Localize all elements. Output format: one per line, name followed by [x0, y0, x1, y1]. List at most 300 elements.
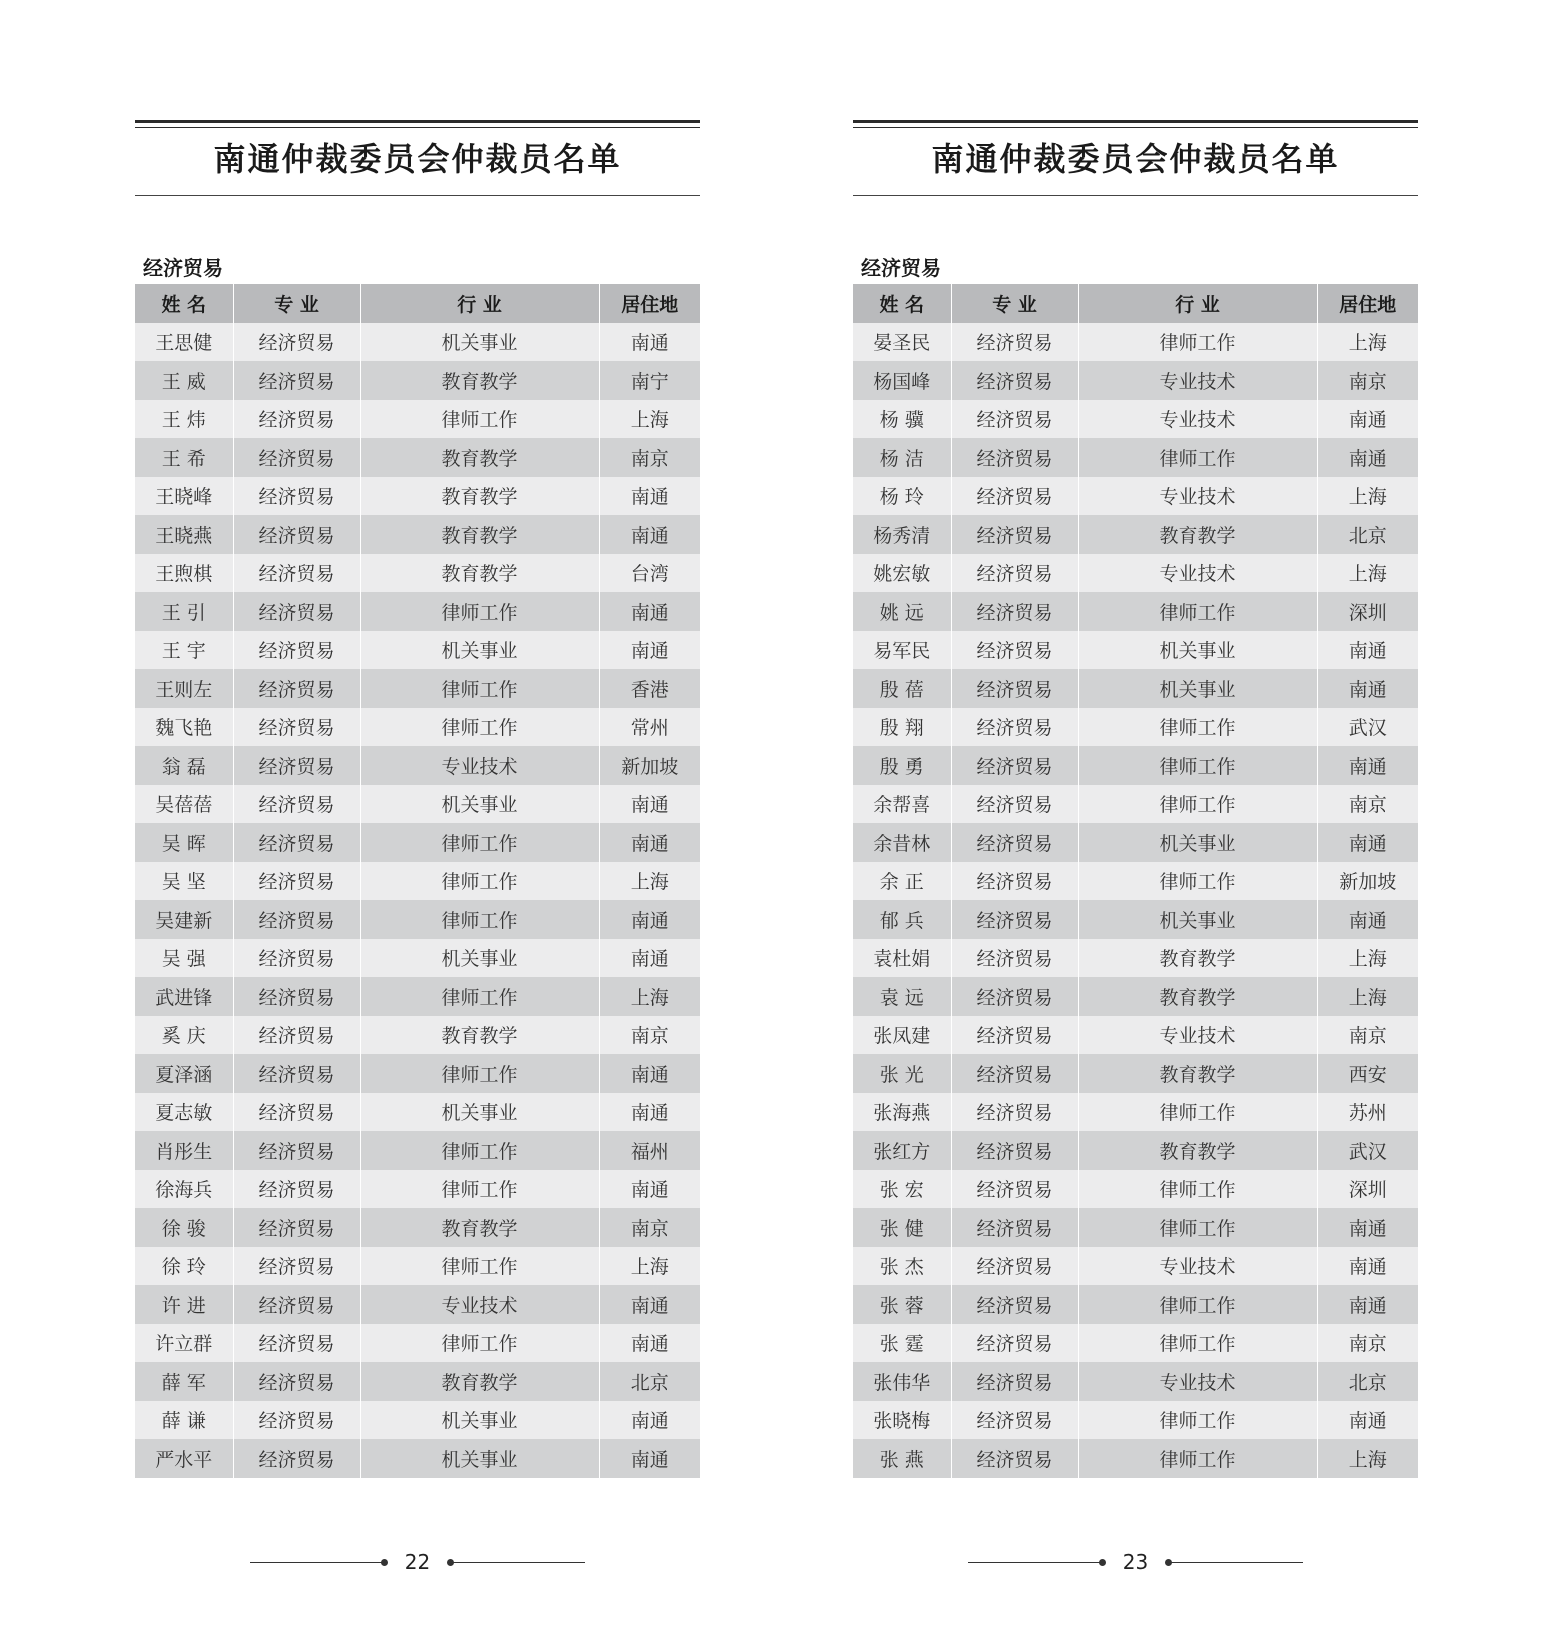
header-specialty: 专 业 — [951, 284, 1078, 323]
cell-residence: 上海 — [599, 862, 700, 901]
cell-industry: 律师工作 — [1078, 1093, 1317, 1132]
cell-industry: 专业技术 — [360, 746, 599, 785]
cell-residence: 上海 — [599, 400, 700, 439]
cell-industry: 机关事业 — [1078, 823, 1317, 862]
table-header-row — [135, 284, 700, 323]
cell-name: 王 炜 — [135, 400, 233, 439]
table-row — [135, 1401, 700, 1440]
cell-residence: 武汉 — [1317, 1131, 1418, 1170]
footer-dot-left — [381, 1559, 388, 1566]
footer-dot-left — [1099, 1559, 1106, 1566]
cell-specialty: 经济贸易 — [233, 1131, 360, 1170]
cell-industry: 机关事业 — [360, 1093, 599, 1132]
arbitrator-table — [853, 284, 1418, 1478]
cell-industry: 律师工作 — [360, 669, 599, 708]
cell-specialty: 经济贸易 — [233, 977, 360, 1016]
table-row — [135, 708, 700, 747]
cell-industry: 律师工作 — [1078, 438, 1317, 477]
cell-specialty: 经济贸易 — [233, 1170, 360, 1209]
table-row — [135, 785, 700, 824]
cell-name: 夏志敏 — [135, 1093, 233, 1132]
table-row — [135, 669, 700, 708]
cell-specialty: 经济贸易 — [951, 1016, 1078, 1055]
cell-residence: 南通 — [1317, 900, 1418, 939]
page-title: 南通仲裁委员会仲裁员名单 — [931, 140, 1340, 178]
cell-industry: 专业技术 — [1078, 477, 1317, 516]
cell-industry: 律师工作 — [360, 1247, 599, 1286]
cell-industry: 律师工作 — [1078, 1439, 1317, 1478]
cell-residence: 南通 — [599, 1324, 700, 1363]
cell-industry: 律师工作 — [360, 708, 599, 747]
cell-name: 张伟华 — [853, 1362, 951, 1401]
cell-residence: 南通 — [1317, 1285, 1418, 1324]
cell-residence: 南通 — [599, 631, 700, 670]
cell-specialty: 经济贸易 — [951, 1247, 1078, 1286]
table-row — [135, 515, 700, 554]
cell-residence: 南通 — [599, 1439, 700, 1478]
cell-residence: 上海 — [1317, 1439, 1418, 1478]
cell-specialty: 经济贸易 — [233, 361, 360, 400]
cell-specialty: 经济贸易 — [951, 785, 1078, 824]
cell-industry: 律师工作 — [360, 1131, 599, 1170]
cell-name: 杨国峰 — [853, 361, 951, 400]
table-row — [853, 900, 1418, 939]
cell-specialty: 经济贸易 — [951, 862, 1078, 901]
cell-residence: 南京 — [599, 438, 700, 477]
cell-specialty: 经济贸易 — [233, 1439, 360, 1478]
table-row — [135, 1131, 700, 1170]
cell-industry: 律师工作 — [1078, 746, 1317, 785]
cell-name: 武进锋 — [135, 977, 233, 1016]
cell-industry: 教育教学 — [1078, 977, 1317, 1016]
cell-residence: 香港 — [599, 669, 700, 708]
cell-name: 王思健 — [135, 323, 233, 362]
cell-specialty: 经济贸易 — [951, 1131, 1078, 1170]
cell-residence: 南通 — [599, 1093, 700, 1132]
cell-name: 张 健 — [853, 1208, 951, 1247]
cell-name: 张 蓉 — [853, 1285, 951, 1324]
table-row — [135, 477, 700, 516]
cell-industry: 教育教学 — [1078, 1054, 1317, 1093]
table-row — [135, 862, 700, 901]
section-heading: 经济贸易 — [861, 256, 941, 280]
cell-residence: 南通 — [599, 823, 700, 862]
cell-name: 张 光 — [853, 1054, 951, 1093]
cell-name: 吴蓓蓓 — [135, 785, 233, 824]
cell-residence: 南通 — [599, 1054, 700, 1093]
cell-industry: 律师工作 — [360, 900, 599, 939]
cell-specialty: 经济贸易 — [951, 900, 1078, 939]
cell-specialty: 经济贸易 — [233, 746, 360, 785]
header-rule-thick — [135, 120, 700, 123]
cell-specialty: 经济贸易 — [951, 746, 1078, 785]
footer-line-right — [1171, 1562, 1303, 1563]
cell-residence: 上海 — [1317, 939, 1418, 978]
cell-residence: 南通 — [1317, 400, 1418, 439]
cell-industry: 律师工作 — [1078, 1170, 1317, 1209]
table-row — [853, 477, 1418, 516]
cell-name: 吴 坚 — [135, 862, 233, 901]
cell-name: 王 希 — [135, 438, 233, 477]
cell-residence: 上海 — [599, 977, 700, 1016]
cell-residence: 南京 — [599, 1016, 700, 1055]
table-row — [135, 400, 700, 439]
cell-specialty: 经济贸易 — [233, 631, 360, 670]
cell-name: 吴 晖 — [135, 823, 233, 862]
cell-specialty: 经济贸易 — [233, 1362, 360, 1401]
cell-residence: 南通 — [1317, 746, 1418, 785]
cell-industry: 律师工作 — [360, 1170, 599, 1209]
right-page — [853, 0, 1418, 1633]
cell-industry: 律师工作 — [1078, 785, 1317, 824]
table-row — [853, 862, 1418, 901]
cell-industry: 律师工作 — [1078, 1285, 1317, 1324]
cell-specialty: 经济贸易 — [951, 977, 1078, 1016]
title-underline — [135, 195, 700, 196]
header-industry: 行 业 — [360, 284, 599, 323]
cell-specialty: 经济贸易 — [951, 1170, 1078, 1209]
cell-specialty: 经济贸易 — [951, 1285, 1078, 1324]
cell-residence: 福州 — [599, 1131, 700, 1170]
header-rule-thick — [853, 120, 1418, 123]
cell-residence: 南京 — [1317, 785, 1418, 824]
cell-name: 吴 强 — [135, 939, 233, 978]
table-row — [135, 939, 700, 978]
cell-specialty: 经济贸易 — [951, 1054, 1078, 1093]
cell-residence: 北京 — [599, 1362, 700, 1401]
cell-industry: 律师工作 — [360, 400, 599, 439]
table-row — [853, 1016, 1418, 1055]
cell-residence: 南通 — [1317, 1401, 1418, 1440]
page-number: 22 — [404, 1550, 431, 1574]
header-rule-thin — [853, 127, 1418, 128]
cell-specialty: 经济贸易 — [951, 1401, 1078, 1440]
page-number-footer — [853, 1548, 1418, 1576]
table-row — [853, 631, 1418, 670]
cell-residence: 南通 — [1317, 438, 1418, 477]
cell-industry: 机关事业 — [360, 631, 599, 670]
cell-name: 殷 蓓 — [853, 669, 951, 708]
cell-specialty: 经济贸易 — [951, 438, 1078, 477]
cell-specialty: 经济贸易 — [233, 400, 360, 439]
cell-specialty: 经济贸易 — [233, 1054, 360, 1093]
cell-residence: 南京 — [1317, 1324, 1418, 1363]
table-row — [853, 1324, 1418, 1363]
table-row — [853, 438, 1418, 477]
cell-name: 徐 玲 — [135, 1247, 233, 1286]
cell-specialty: 经济贸易 — [233, 1324, 360, 1363]
cell-name: 许 进 — [135, 1285, 233, 1324]
cell-name: 杨 玲 — [853, 477, 951, 516]
cell-residence: 南京 — [599, 1208, 700, 1247]
arbitrator-table — [135, 284, 700, 1478]
cell-residence: 南通 — [1317, 823, 1418, 862]
cell-industry: 律师工作 — [360, 977, 599, 1016]
page-number-footer — [135, 1548, 700, 1576]
cell-name: 王 威 — [135, 361, 233, 400]
cell-specialty: 经济贸易 — [233, 669, 360, 708]
cell-residence: 苏州 — [1317, 1093, 1418, 1132]
cell-specialty: 经济贸易 — [951, 1439, 1078, 1478]
cell-industry: 教育教学 — [360, 1208, 599, 1247]
table-row — [853, 1285, 1418, 1324]
table-row — [853, 823, 1418, 862]
footer-line-right — [453, 1562, 585, 1563]
table-row — [135, 1324, 700, 1363]
cell-specialty: 经济贸易 — [233, 1093, 360, 1132]
cell-industry: 机关事业 — [360, 785, 599, 824]
table-row — [135, 1170, 700, 1209]
cell-industry: 教育教学 — [1078, 515, 1317, 554]
cell-specialty: 经济贸易 — [233, 862, 360, 901]
table-row — [135, 1439, 700, 1478]
cell-industry: 教育教学 — [360, 361, 599, 400]
cell-specialty: 经济贸易 — [951, 1208, 1078, 1247]
cell-industry: 专业技术 — [1078, 361, 1317, 400]
cell-specialty: 经济贸易 — [951, 1324, 1078, 1363]
cell-name: 翁 磊 — [135, 746, 233, 785]
cell-name: 余帮喜 — [853, 785, 951, 824]
table-row — [853, 939, 1418, 978]
table-row — [853, 1170, 1418, 1209]
cell-name: 王则左 — [135, 669, 233, 708]
cell-residence: 南通 — [1317, 1247, 1418, 1286]
cell-specialty: 经济贸易 — [233, 1401, 360, 1440]
table-row — [853, 1247, 1418, 1286]
cell-specialty: 经济贸易 — [951, 554, 1078, 593]
cell-industry: 律师工作 — [360, 862, 599, 901]
table-row — [135, 631, 700, 670]
cell-name: 薛 军 — [135, 1362, 233, 1401]
footer-line-left — [250, 1562, 382, 1563]
table-row — [135, 592, 700, 631]
cell-residence: 南京 — [1317, 1016, 1418, 1055]
title-underline — [853, 195, 1418, 196]
cell-specialty: 经济贸易 — [951, 631, 1078, 670]
cell-name: 奚 庆 — [135, 1016, 233, 1055]
cell-specialty: 经济贸易 — [951, 1093, 1078, 1132]
cell-name: 徐 骏 — [135, 1208, 233, 1247]
cell-residence: 北京 — [1317, 515, 1418, 554]
header-name: 姓 名 — [135, 284, 233, 323]
cell-industry: 机关事业 — [360, 1401, 599, 1440]
table-row — [135, 746, 700, 785]
cell-industry: 律师工作 — [360, 1324, 599, 1363]
cell-residence: 上海 — [1317, 554, 1418, 593]
cell-specialty: 经济贸易 — [233, 515, 360, 554]
cell-specialty: 经济贸易 — [233, 1016, 360, 1055]
cell-residence: 北京 — [1317, 1362, 1418, 1401]
cell-residence: 南通 — [599, 323, 700, 362]
header-rule-thin — [135, 127, 700, 128]
table-row — [853, 515, 1418, 554]
cell-name: 张 霆 — [853, 1324, 951, 1363]
cell-name: 吴建新 — [135, 900, 233, 939]
table-row — [135, 977, 700, 1016]
page-number: 23 — [1122, 1550, 1149, 1574]
cell-specialty: 经济贸易 — [951, 361, 1078, 400]
table-row — [135, 1362, 700, 1401]
cell-name: 余昔林 — [853, 823, 951, 862]
table-row — [853, 1208, 1418, 1247]
table-row — [853, 746, 1418, 785]
cell-name: 严水平 — [135, 1439, 233, 1478]
table-row — [853, 400, 1418, 439]
table-row — [853, 323, 1418, 362]
cell-specialty: 经济贸易 — [951, 477, 1078, 516]
cell-residence: 南通 — [599, 515, 700, 554]
cell-industry: 律师工作 — [1078, 708, 1317, 747]
table-header-row — [853, 284, 1418, 323]
cell-industry: 专业技术 — [1078, 400, 1317, 439]
cell-industry: 教育教学 — [360, 477, 599, 516]
cell-residence: 南宁 — [599, 361, 700, 400]
table-row — [853, 669, 1418, 708]
table-row — [853, 1439, 1418, 1478]
table-row — [135, 361, 700, 400]
cell-name: 王晓燕 — [135, 515, 233, 554]
cell-specialty: 经济贸易 — [951, 939, 1078, 978]
cell-specialty: 经济贸易 — [233, 900, 360, 939]
left-page — [135, 0, 700, 1633]
cell-industry: 教育教学 — [360, 1016, 599, 1055]
cell-industry: 律师工作 — [1078, 1324, 1317, 1363]
cell-residence: 南通 — [599, 477, 700, 516]
table-row — [135, 323, 700, 362]
header-specialty: 专 业 — [233, 284, 360, 323]
table-row — [853, 1401, 1418, 1440]
cell-residence: 南通 — [599, 900, 700, 939]
cell-name: 徐海兵 — [135, 1170, 233, 1209]
table-body — [853, 323, 1418, 1478]
cell-industry: 教育教学 — [360, 438, 599, 477]
header-residence: 居住地 — [1317, 284, 1418, 323]
cell-industry: 教育教学 — [360, 554, 599, 593]
cell-name: 王 引 — [135, 592, 233, 631]
cell-industry: 机关事业 — [1078, 900, 1317, 939]
cell-residence: 深圳 — [1317, 592, 1418, 631]
table-row — [853, 361, 1418, 400]
header-industry: 行 业 — [1078, 284, 1317, 323]
cell-industry: 教育教学 — [1078, 1131, 1317, 1170]
table-row — [853, 785, 1418, 824]
cell-residence: 南通 — [599, 939, 700, 978]
cell-name: 杨秀清 — [853, 515, 951, 554]
cell-residence: 南京 — [1317, 361, 1418, 400]
cell-specialty: 经济贸易 — [233, 592, 360, 631]
cell-specialty: 经济贸易 — [233, 477, 360, 516]
cell-industry: 律师工作 — [1078, 862, 1317, 901]
page-title: 南通仲裁委员会仲裁员名单 — [213, 140, 622, 178]
cell-residence: 上海 — [1317, 477, 1418, 516]
table-row — [853, 977, 1418, 1016]
cell-name: 薛 谦 — [135, 1401, 233, 1440]
cell-residence: 南通 — [599, 1170, 700, 1209]
header-name: 姓 名 — [853, 284, 951, 323]
cell-specialty: 经济贸易 — [233, 1208, 360, 1247]
cell-specialty: 经济贸易 — [233, 708, 360, 747]
cell-industry: 专业技术 — [360, 1285, 599, 1324]
cell-industry: 专业技术 — [1078, 554, 1317, 593]
cell-residence: 上海 — [1317, 977, 1418, 1016]
cell-industry: 教育教学 — [360, 515, 599, 554]
cell-residence: 南通 — [1317, 1208, 1418, 1247]
table-row — [853, 592, 1418, 631]
cell-name: 张海燕 — [853, 1093, 951, 1132]
table-row — [135, 1285, 700, 1324]
cell-name: 袁杜娟 — [853, 939, 951, 978]
cell-residence: 常州 — [599, 708, 700, 747]
table-row — [853, 1131, 1418, 1170]
table-row — [135, 1016, 700, 1055]
cell-residence: 武汉 — [1317, 708, 1418, 747]
cell-name: 余 正 — [853, 862, 951, 901]
table-row — [135, 900, 700, 939]
cell-name: 夏泽涵 — [135, 1054, 233, 1093]
cell-specialty: 经济贸易 — [233, 823, 360, 862]
cell-name: 郁 兵 — [853, 900, 951, 939]
cell-industry: 律师工作 — [1078, 1401, 1317, 1440]
cell-industry: 律师工作 — [1078, 592, 1317, 631]
table-row — [135, 1093, 700, 1132]
cell-residence: 台湾 — [599, 554, 700, 593]
cell-name: 张 宏 — [853, 1170, 951, 1209]
table-row — [853, 1054, 1418, 1093]
cell-industry: 专业技术 — [1078, 1362, 1317, 1401]
cell-industry: 律师工作 — [360, 592, 599, 631]
table-row — [135, 823, 700, 862]
table-row — [853, 554, 1418, 593]
cell-name: 王煦棋 — [135, 554, 233, 593]
cell-residence: 上海 — [1317, 323, 1418, 362]
cell-name: 王 宇 — [135, 631, 233, 670]
cell-name: 张晓梅 — [853, 1401, 951, 1440]
cell-name: 张 杰 — [853, 1247, 951, 1286]
cell-specialty: 经济贸易 — [951, 1362, 1078, 1401]
cell-name: 袁 远 — [853, 977, 951, 1016]
cell-residence: 南通 — [599, 592, 700, 631]
section-heading: 经济贸易 — [143, 256, 223, 280]
cell-specialty: 经济贸易 — [233, 939, 360, 978]
cell-industry: 律师工作 — [360, 823, 599, 862]
table-row — [135, 1054, 700, 1093]
cell-industry: 律师工作 — [360, 1054, 599, 1093]
table-row — [135, 1208, 700, 1247]
cell-name: 殷 翔 — [853, 708, 951, 747]
cell-name: 张红方 — [853, 1131, 951, 1170]
cell-name: 肖彤生 — [135, 1131, 233, 1170]
cell-industry: 机关事业 — [360, 1439, 599, 1478]
cell-residence: 南通 — [599, 785, 700, 824]
cell-name: 杨 洁 — [853, 438, 951, 477]
cell-name: 晏圣民 — [853, 323, 951, 362]
cell-specialty: 经济贸易 — [951, 323, 1078, 362]
table-row — [135, 1247, 700, 1286]
cell-name: 易军民 — [853, 631, 951, 670]
cell-name: 王晓峰 — [135, 477, 233, 516]
cell-industry: 机关事业 — [360, 323, 599, 362]
table-row — [135, 438, 700, 477]
table-row — [853, 708, 1418, 747]
cell-specialty: 经济贸易 — [233, 1285, 360, 1324]
footer-line-left — [968, 1562, 1100, 1563]
cell-residence: 南通 — [1317, 631, 1418, 670]
cell-specialty: 经济贸易 — [951, 708, 1078, 747]
cell-industry: 律师工作 — [1078, 1208, 1317, 1247]
cell-industry: 教育教学 — [1078, 939, 1317, 978]
cell-industry: 机关事业 — [360, 939, 599, 978]
cell-residence: 上海 — [599, 1247, 700, 1286]
